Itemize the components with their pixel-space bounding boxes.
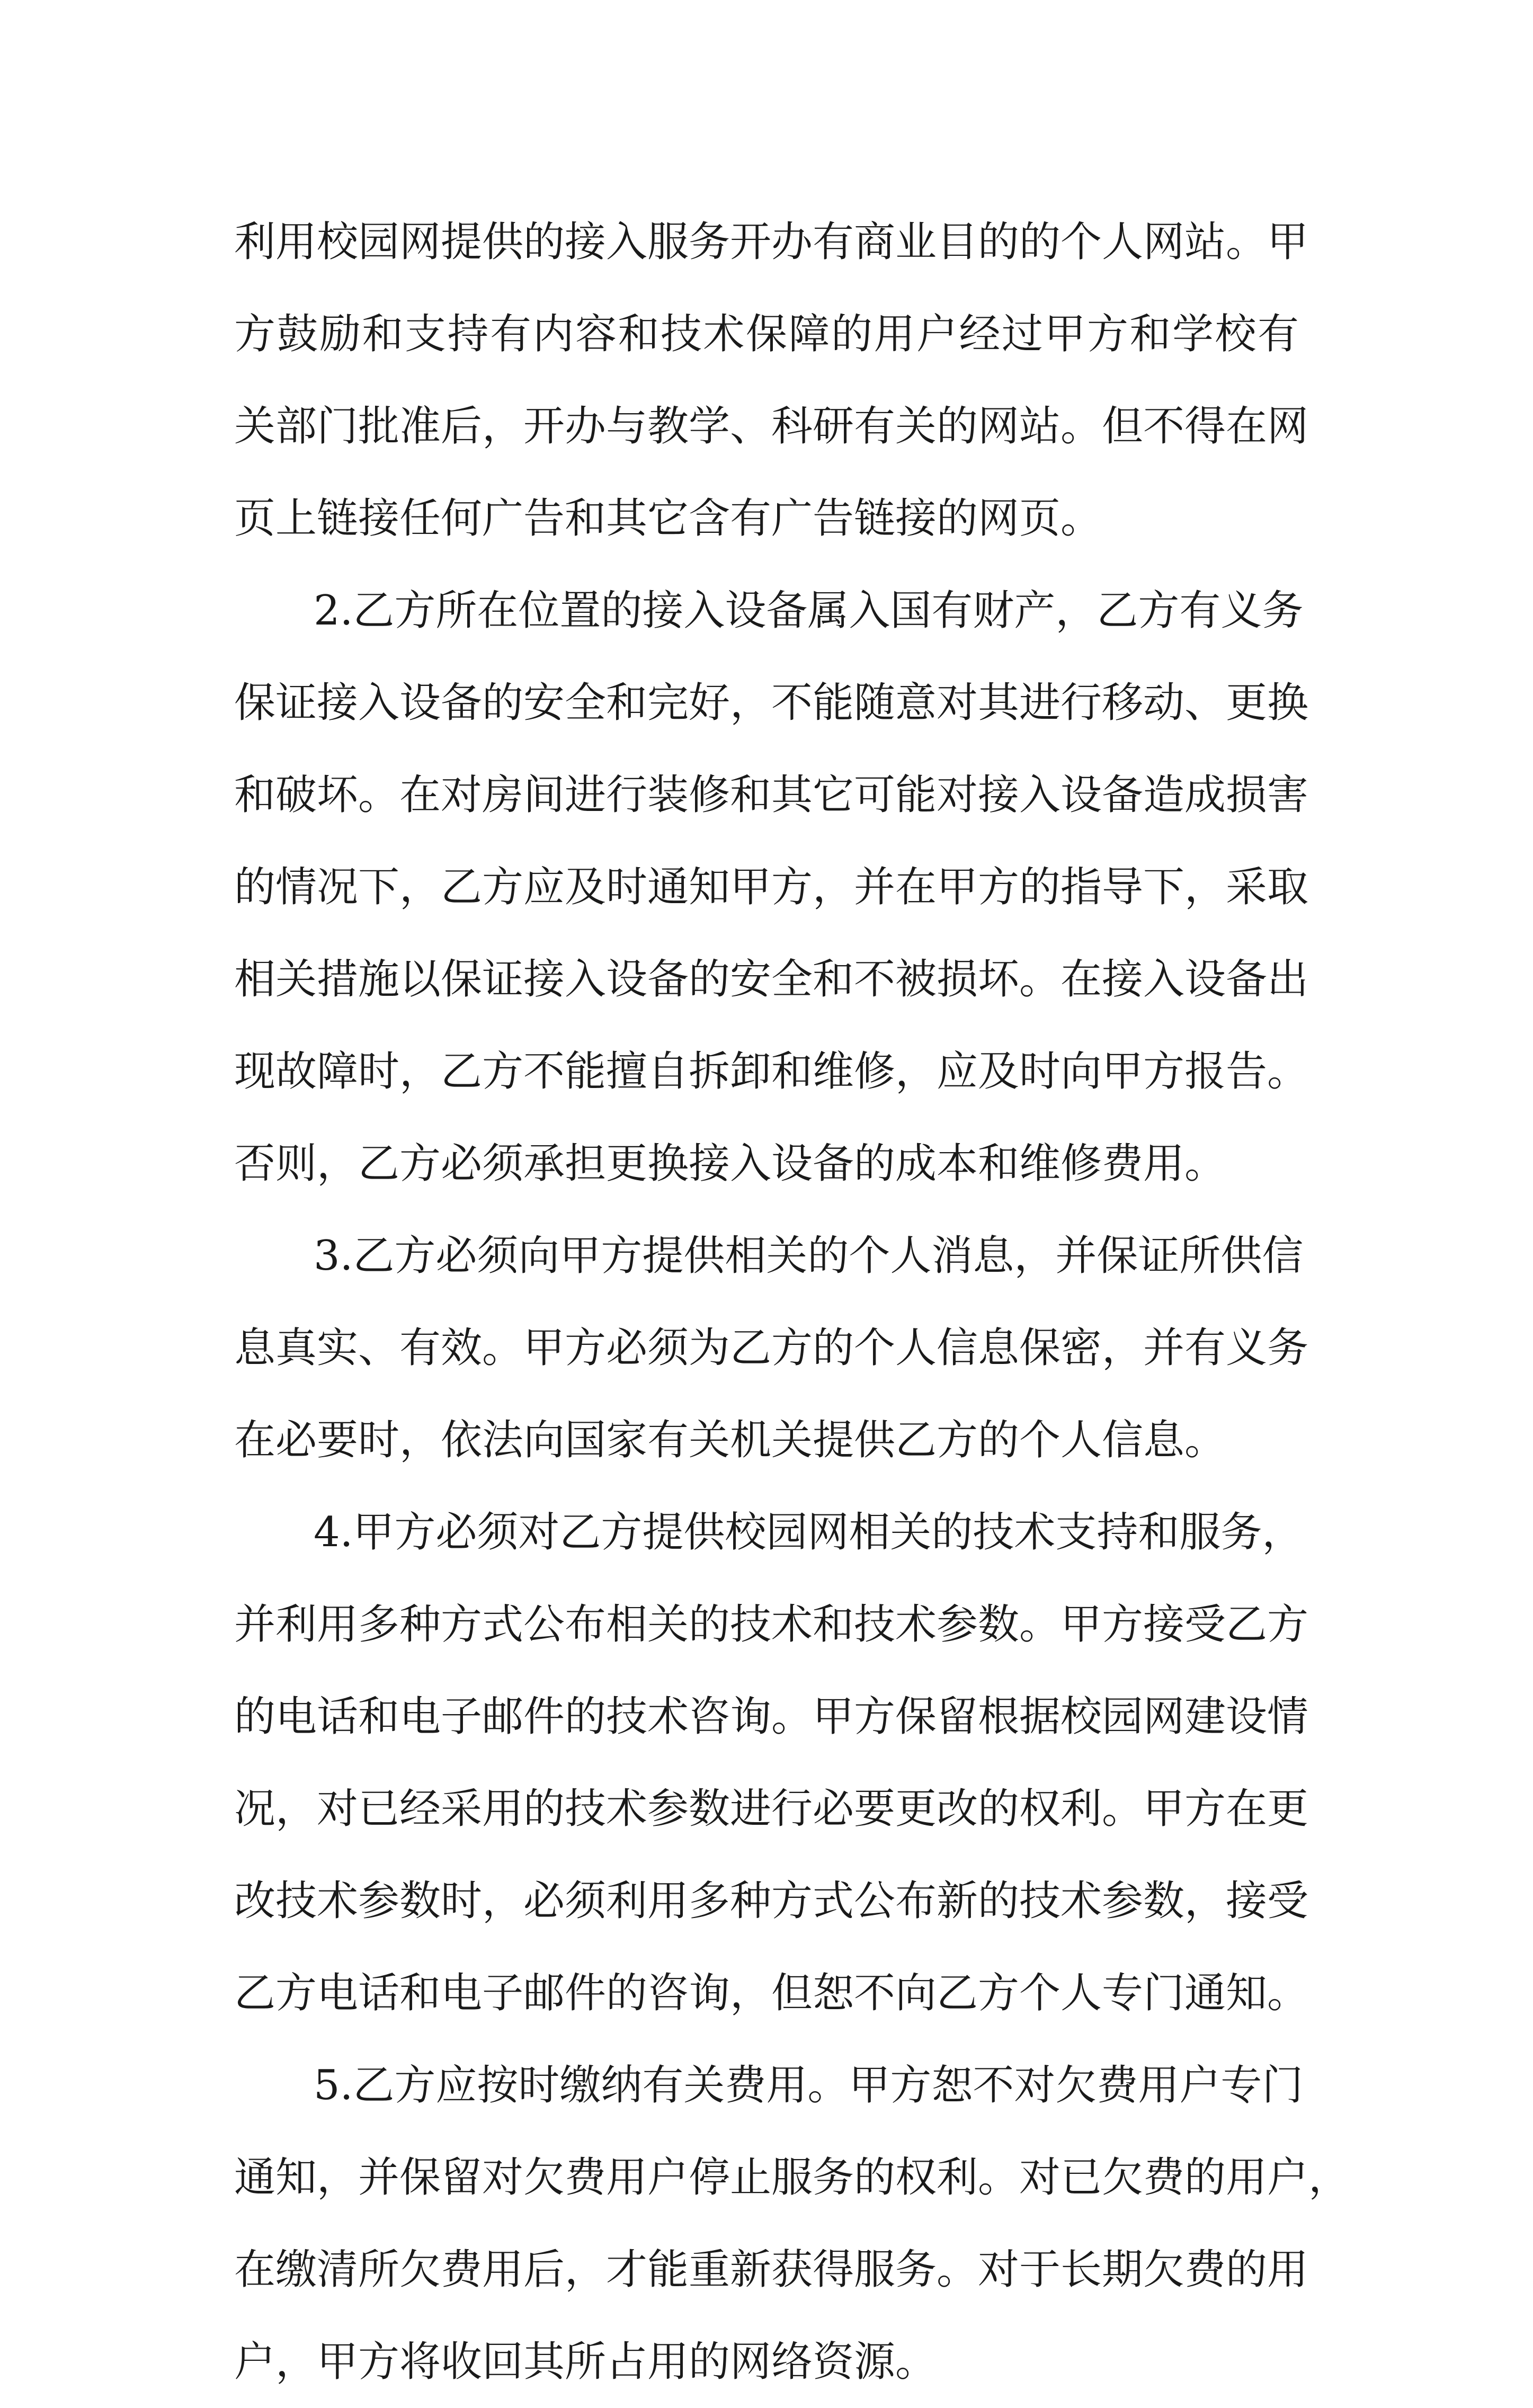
text-line: 3.乙方必须向甲方提供相关的个人消息，并保证所供信 [314,1232,1304,1280]
text-line: 在缴清所欠费用后，才能重新获得服务。对于长期欠费的用 [234,2246,1309,2294]
text-line: 现故障时，乙方不能擅自拆卸和维修，应及时向甲方报告。 [234,1048,1309,1095]
text-line: 乙方电话和电子邮件的咨询，但恕不向乙方个人专门通知。 [234,1969,1309,2017]
text-line: 的情况下，乙方应及时通知甲方，并在甲方的指导下，采取 [234,863,1309,911]
text-line: 方鼓励和支持有内容和技术保障的用户经过甲方和学校有 [234,310,1299,358]
text-line: 5.乙方应按时缴纳有关费用。甲方恕不对欠费用户专门 [314,2062,1304,2109]
text-line: 息真实、有效。甲方必须为乙方的个人信息保密，并有义务 [234,1324,1309,1372]
text-line: 况，对已经采用的技术参数进行必要更改的权利。甲方在更 [234,1785,1309,1833]
text-line: 4.甲方必须对乙方提供校园网相关的技术支持和服务， [314,1509,1304,1556]
text-line: 保证接入设备的安全和完好，不能随意对其进行移动、更换 [234,679,1309,727]
text-line: 页上链接任何广告和其它含有广告链接的网页。 [234,495,1102,542]
paragraph-item-2 [234,565,1309,1210]
paragraph-continuation [234,196,1309,565]
text-line: 2.乙方所在位置的接入设备属入国有财产，乙方有义务 [314,587,1304,635]
paragraph-item-4 [234,1486,1309,2039]
text-line: 利用校园网提供的接入服务开办有商业目的的个人网站。甲 [234,218,1309,266]
text-line: 户，甲方将收回其所占用的网络资源。 [234,2338,937,2386]
text-line: 和破坏。在对房间进行装修和其它可能对接入设备造成损害 [234,771,1309,819]
text-line: 相关措施以保证接入设备的安全和不被损坏。在接入设备出 [234,956,1309,1003]
text-line: 改技术参数时，必须利用多种方式公布新的技术参数，接受 [234,1877,1309,1925]
text-line: 否则，乙方必须承担更换接入设备的成本和维修费用。 [234,1140,1226,1188]
text-line: 在必要时，依法向国家有关机关提供乙方的个人信息。 [234,1416,1226,1464]
text-line: 的电话和电子邮件的技术咨询。甲方保留根据校园网建设情 [234,1693,1309,1741]
text-line: 并利用多种方式公布相关的技术和技术参数。甲方接受乙方 [234,1601,1309,1648]
paragraph-item-5 [234,2039,1350,2408]
text-line: 通知，并保留对欠费用户停止服务的权利。对已欠费的用户， [234,2154,1350,2201]
document-body [234,196,1350,2408]
text-line: 关部门批准后，开办与教学、科研有关的网站。但不得在网 [234,403,1309,450]
paragraph-item-3 [234,1210,1309,1486]
